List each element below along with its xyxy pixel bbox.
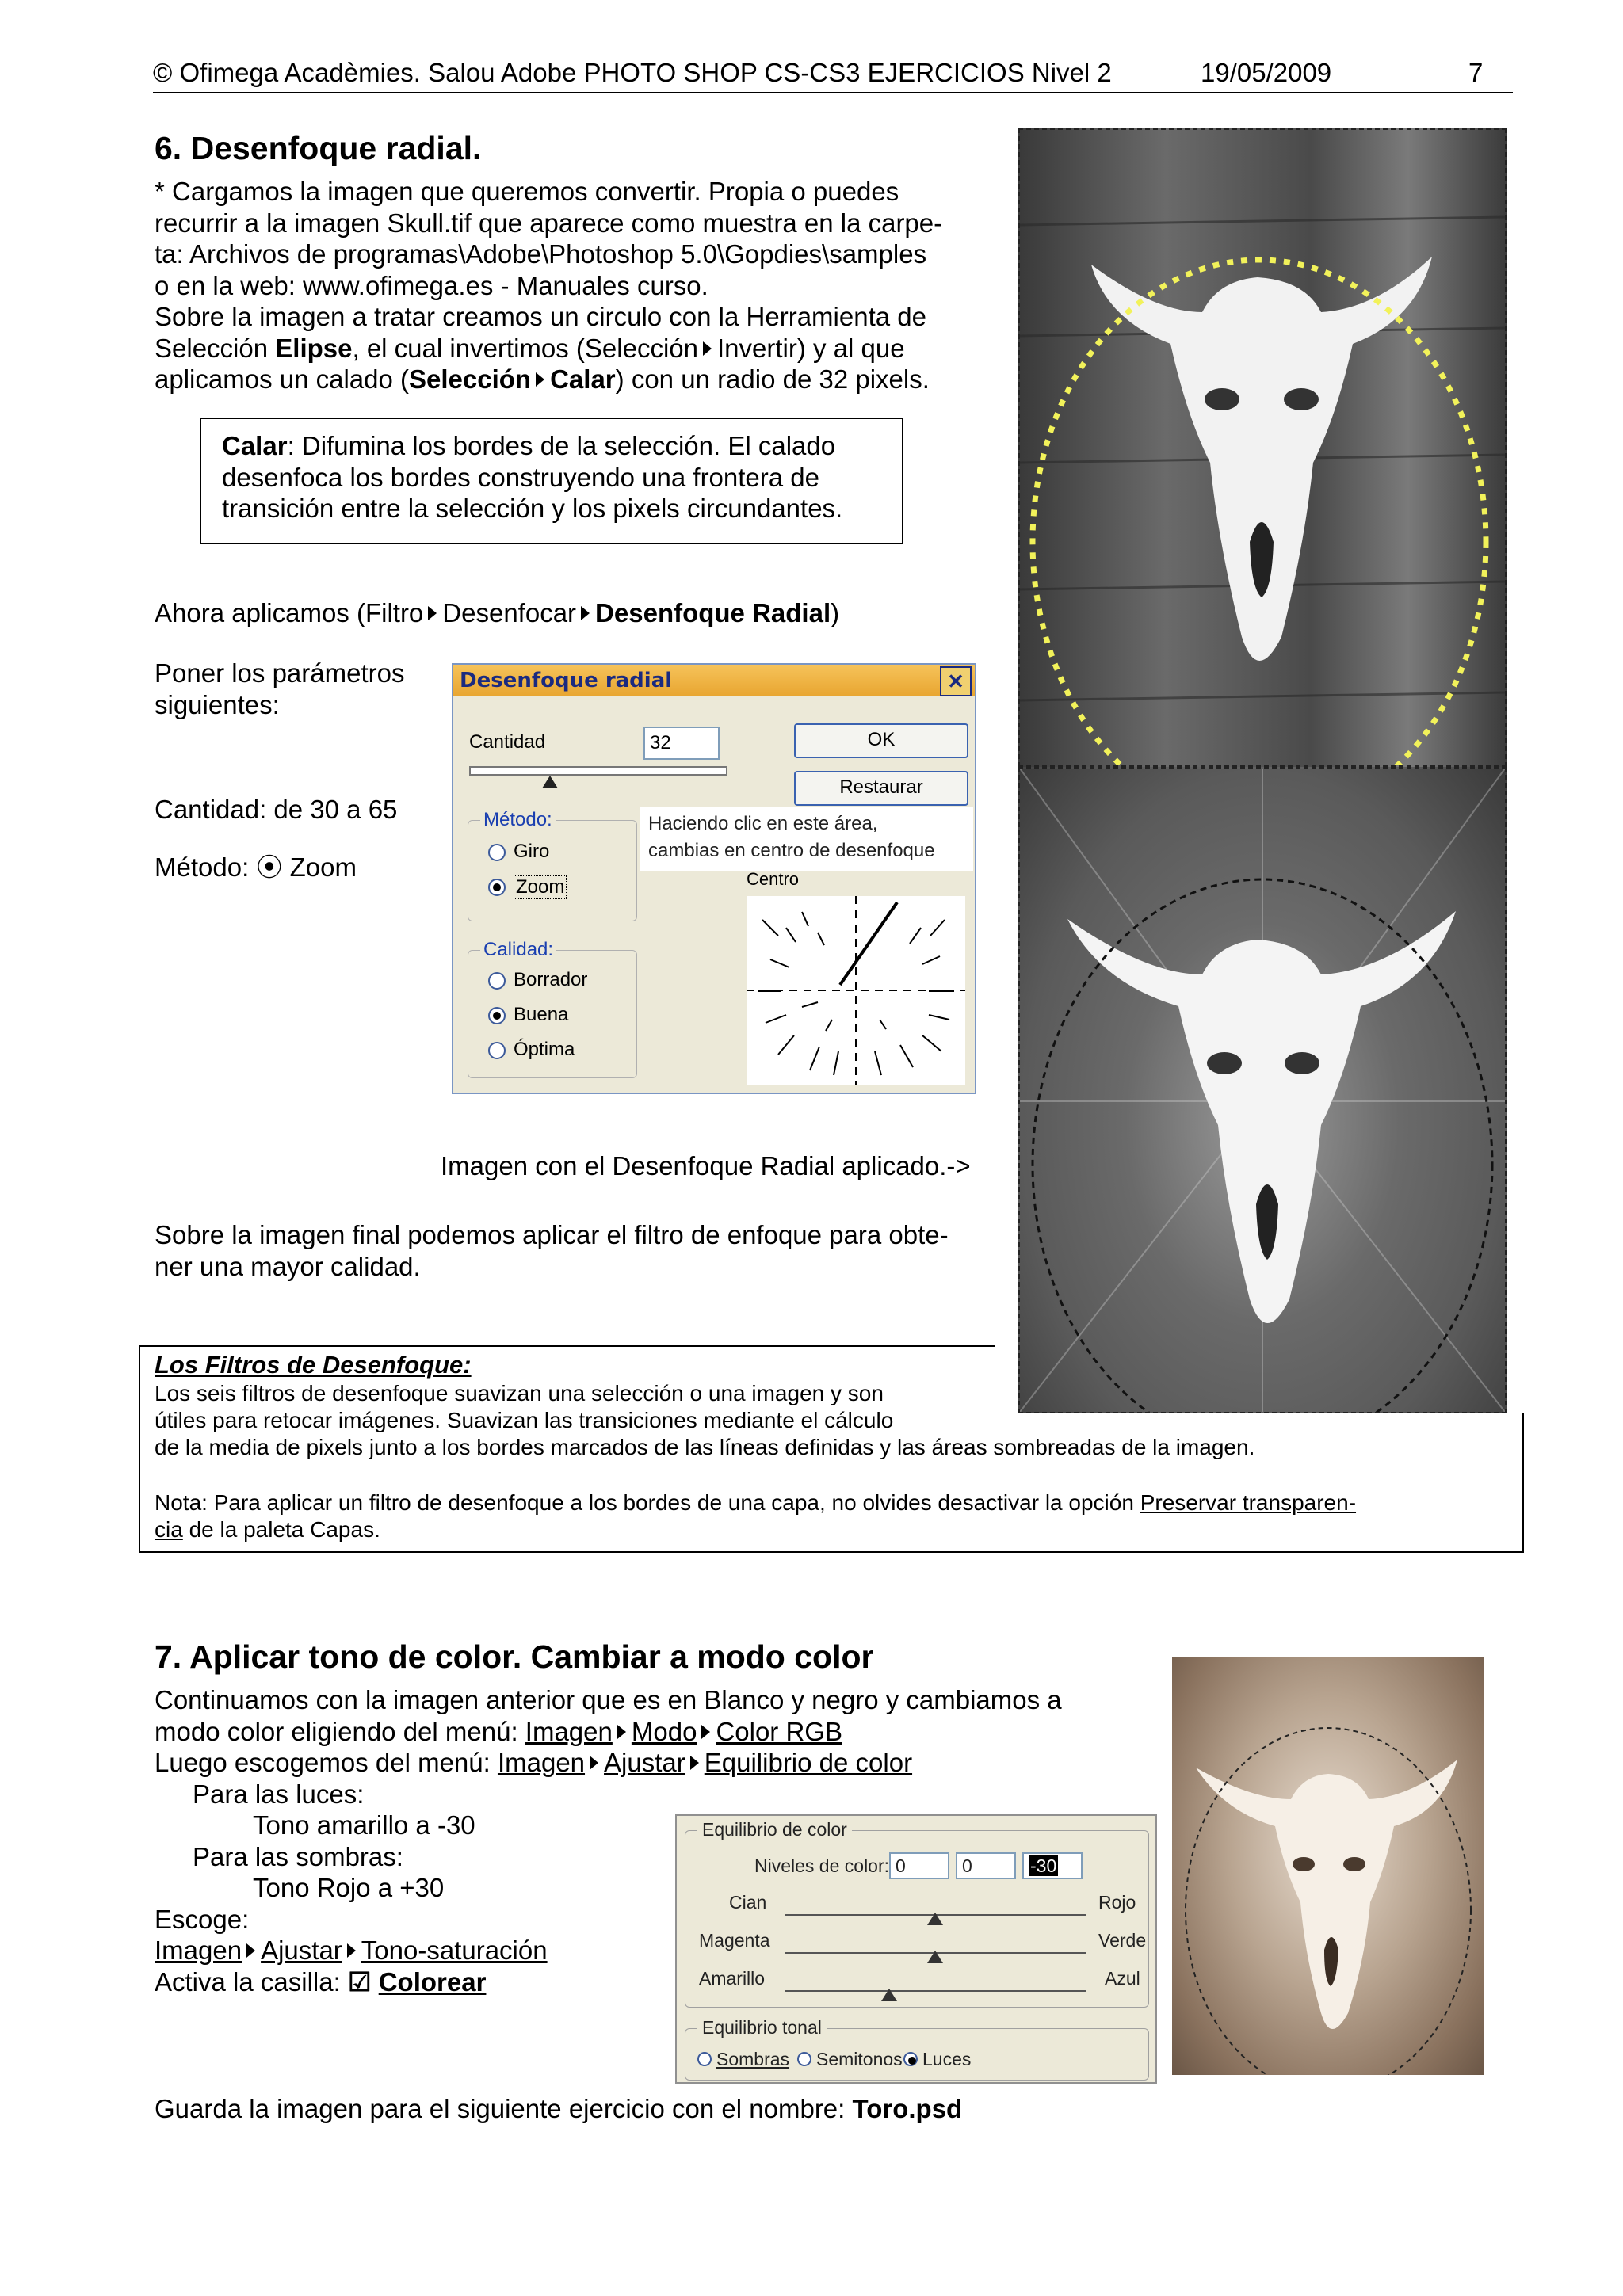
slider-thumb-icon[interactable] — [881, 1989, 897, 2001]
section-6-intro — [155, 176, 995, 395]
text: siguientes: — [155, 689, 280, 719]
luces-label: Luces — [922, 2049, 972, 2069]
metodo-text — [155, 852, 357, 883]
menu-text: Tono-saturación — [361, 1936, 548, 1965]
center-tooltip — [640, 807, 973, 871]
skull-illustration — [1020, 769, 1505, 1412]
text: Desenfocar — [442, 598, 577, 627]
giro-radio[interactable] — [488, 844, 506, 861]
filtros-box-top — [139, 1345, 995, 1347]
text: ner una mayor calidad. — [155, 1251, 421, 1281]
text: Activa la casilla: — [155, 1966, 348, 1997]
sombras-radio[interactable] — [697, 2052, 712, 2066]
calidad-group-label: Calidad: — [480, 939, 556, 961]
triangle-icon — [701, 1725, 710, 1739]
text: , el cual invertimos (Selección — [352, 333, 698, 363]
checkbox-checked-icon: ☑ — [347, 1966, 372, 1997]
text: Nota: Para aplicar un filtro de desenfoque a los bordes de una capa, no olvides desactivar la opción — [155, 1490, 1140, 1515]
color-balance-group-label: Equilibrio de color — [697, 1819, 852, 1840]
zoom-radio[interactable] — [488, 879, 506, 896]
borrador-label: Borrador — [514, 969, 588, 990]
parameters-intro — [155, 658, 404, 720]
text-bold: Colorear — [378, 1966, 487, 1997]
radial-blur-caption: Imagen con el Desenfoque Radial aplicado.-> — [441, 1151, 971, 1180]
radial-blur-dialog — [452, 663, 976, 1094]
text: Los seis filtros de desenfoque suavizan una selección o una imagen y son — [155, 1381, 884, 1405]
text: útiles para retocar imágenes. Suavizan las transiciones mediante el cálculo — [155, 1408, 894, 1432]
apply-filter-line — [155, 597, 839, 629]
text-bold: Desenfoque Radial — [595, 598, 831, 627]
text: modo color eligiendo del menú: — [155, 1716, 525, 1746]
text: Luego escogemos del menú: — [155, 1748, 498, 1777]
filtros-box-left — [139, 1345, 140, 1553]
text: aplicamos un calado ( — [155, 364, 410, 394]
amarillo-azul-input[interactable] — [1022, 1852, 1083, 1879]
filtros-box-bottom — [139, 1551, 1524, 1553]
text: de la media de pixels junto a los bordes marcados de las líneas definidas y las áreas sombreadas de la imagen. — [155, 1435, 1255, 1459]
text: Guarda la imagen para el siguiente ejercicio con el nombre: — [155, 2094, 853, 2123]
ok-button[interactable]: OK — [794, 723, 968, 758]
cian-label: Cian — [729, 1892, 767, 1913]
triangle-icon — [590, 1756, 598, 1770]
triangle-icon — [690, 1756, 699, 1770]
final-paragraph — [155, 1219, 949, 1282]
skull-photo-selection — [1018, 128, 1507, 767]
selected-value: -30 — [1030, 1855, 1057, 1876]
text-bold: Selección — [409, 364, 532, 394]
rojo-label: Rojo — [1098, 1892, 1136, 1913]
text: Poner los parámetros — [155, 658, 405, 688]
optima-radio[interactable] — [488, 1042, 506, 1059]
intro-line: * Cargamos la imagen que queremos convertir. Propia o puedes — [155, 177, 899, 206]
slider-thumb-icon[interactable] — [927, 1951, 943, 1963]
amarillo-label: Amarillo — [699, 1968, 766, 1989]
skull-photo-sepia — [1172, 1657, 1484, 2075]
menu-text: Imagen — [497, 1748, 586, 1777]
text: Zoom — [282, 852, 357, 882]
link-text: cia — [155, 1517, 183, 1542]
file-name: Toro.psd — [852, 2094, 963, 2123]
zoom-label: Zoom — [514, 875, 567, 899]
menu-text: Color RGB — [716, 1716, 842, 1746]
tonal-balance-group-label: Equilibrio tonal — [697, 2017, 827, 2039]
cian-rojo-input[interactable]: 0 — [889, 1852, 949, 1879]
amarillo-azul-slider[interactable] — [785, 1990, 1086, 1992]
intro-line: ta: Archivos de programas\Adobe\Photoshop 5.0\Gopdies\samples — [155, 239, 927, 269]
text-line — [155, 1747, 1062, 1779]
section-7-title: 7. Aplicar tono de color. Cambiar a modo color — [155, 1638, 874, 1675]
menu-text: Ajustar — [261, 1936, 342, 1965]
sombras-label: Sombras — [716, 2049, 790, 2069]
section-6-title: 6. Desenfoque radial. — [155, 130, 482, 166]
page-number: 7 — [1468, 58, 1484, 87]
close-icon[interactable]: ✕ — [940, 666, 972, 696]
intro-line: Sobre la imagen a tratar creamos un circulo con la Herramienta de — [155, 302, 926, 331]
text: Ahora aplicamos (Filtro — [155, 598, 424, 627]
luces-radio[interactable] — [903, 2052, 918, 2066]
filtros-nota — [155, 1489, 1518, 1543]
menu-text: Imagen — [155, 1936, 242, 1965]
borrador-radio[interactable] — [488, 972, 506, 990]
metodo-group — [468, 820, 637, 921]
header-rule — [153, 92, 1513, 93]
text: Tono Rojo a +30 — [253, 1873, 445, 1902]
save-instruction — [155, 2093, 962, 2125]
page-header — [153, 57, 1513, 89]
filtros-text — [155, 1380, 1254, 1461]
cantidad-text: Cantidad: de 30 a 65 — [155, 795, 398, 824]
triangle-icon — [536, 372, 544, 387]
text: Sobre la imagen final podemos aplicar el filtro de enfoque para obte- — [155, 1220, 949, 1249]
triangle-icon — [581, 606, 590, 620]
buena-radio[interactable] — [488, 1007, 506, 1024]
slider-thumb-icon[interactable] — [542, 776, 558, 788]
triangle-icon — [703, 341, 712, 356]
text: : Difumina los bordes de la selección. El calado — [287, 431, 836, 460]
tooltip-line: Haciendo clic en este área, — [648, 813, 878, 834]
header-text: © Ofimega Acadèmies. Salou Adobe PHOTO SHOP CS-CS3 EJERCICIOS Nivel 2 — [153, 58, 1112, 87]
metodo-group-label: Método: — [480, 809, 556, 831]
restaurar-button[interactable]: Restaurar — [794, 771, 968, 806]
intro-line — [155, 364, 995, 395]
skull-illustration — [1020, 130, 1505, 765]
text-bold: Elipse — [275, 333, 353, 363]
semitonos-radio[interactable] — [797, 2052, 812, 2066]
link-text: Preservar transparen- — [1140, 1490, 1357, 1515]
text: ) con un radio de 32 pixels. — [615, 364, 930, 394]
text-line — [155, 1716, 1062, 1748]
skull-illustration — [1172, 1657, 1484, 2075]
menu-text: Modo — [631, 1716, 697, 1746]
header-date: 19/05/2009 — [1201, 58, 1332, 87]
dialog-title: Desenfoque radial — [460, 669, 673, 692]
blur-center-preview[interactable] — [747, 896, 965, 1085]
calar-line — [222, 430, 902, 462]
text: de la paleta Capas. — [182, 1517, 380, 1542]
filtros-title: Los Filtros de Desenfoque: — [155, 1351, 472, 1379]
calar-definition-box — [200, 418, 903, 544]
tooltip-line: cambias en centro de desenfoque — [648, 840, 935, 861]
slider-thumb-icon[interactable] — [927, 1913, 943, 1925]
menu-text: Ajustar — [604, 1748, 685, 1777]
magenta-verde-input[interactable]: 0 — [956, 1852, 1016, 1879]
menu-text: Equilibrio de color — [704, 1748, 913, 1777]
semitonos-label: Semitonos — [816, 2049, 903, 2069]
centro-label: Centro — [747, 869, 800, 889]
calar-line: transición entre la selección y los pixels circundantes. — [222, 494, 843, 523]
niveles-label: Niveles de color: — [754, 1855, 890, 1876]
triangle-icon — [617, 1725, 626, 1739]
cantidad-input[interactable]: 32 — [643, 727, 720, 760]
calar-line: desenfoca los bordes construyendo una frontera de — [222, 462, 820, 492]
text: Selección — [155, 333, 276, 363]
menu-text: Imagen — [525, 1716, 613, 1746]
azul-label: Azul — [1105, 1968, 1140, 1989]
triangle-icon — [428, 606, 437, 620]
intro-line: o en la web: www.ofimega.es - Manuales curso. — [155, 270, 708, 300]
text: Escoge: — [155, 1904, 250, 1934]
verde-label: Verde — [1098, 1930, 1147, 1951]
calar-term: Calar — [222, 431, 288, 460]
text-bold: Calar — [550, 364, 616, 394]
color-balance-dialog — [675, 1814, 1157, 2084]
buena-label: Buena — [514, 1004, 569, 1025]
filtros-box-right — [1522, 1413, 1524, 1553]
text: Para las luces: — [193, 1779, 365, 1809]
text: Invertir) y al que — [717, 333, 905, 363]
giro-label: Giro — [514, 841, 550, 862]
dialog-titlebar — [453, 665, 975, 696]
intro-line — [155, 333, 995, 364]
triangle-icon — [347, 1943, 356, 1958]
text: Para las sombras: — [193, 1841, 403, 1871]
magenta-label: Magenta — [699, 1930, 770, 1951]
optima-label: Óptima — [514, 1039, 575, 1060]
intro-line: recurrir a la imagen Skull.tif que aparece como muestra en la carpe- — [155, 208, 943, 238]
cantidad-label: Cantidad — [469, 731, 546, 753]
text: Método: — [155, 852, 257, 882]
text: Continuamos con la imagen anterior que es en Blanco y negro y cambiamos a — [155, 1685, 1062, 1714]
text: ) — [831, 598, 840, 627]
triangle-icon — [246, 1943, 255, 1958]
cantidad-slider-track[interactable] — [469, 766, 727, 776]
text: Tono amarillo a -30 — [253, 1810, 475, 1840]
radio-selected-icon: ⦿ — [256, 852, 283, 882]
skull-photo-radial-blur — [1018, 767, 1507, 1413]
